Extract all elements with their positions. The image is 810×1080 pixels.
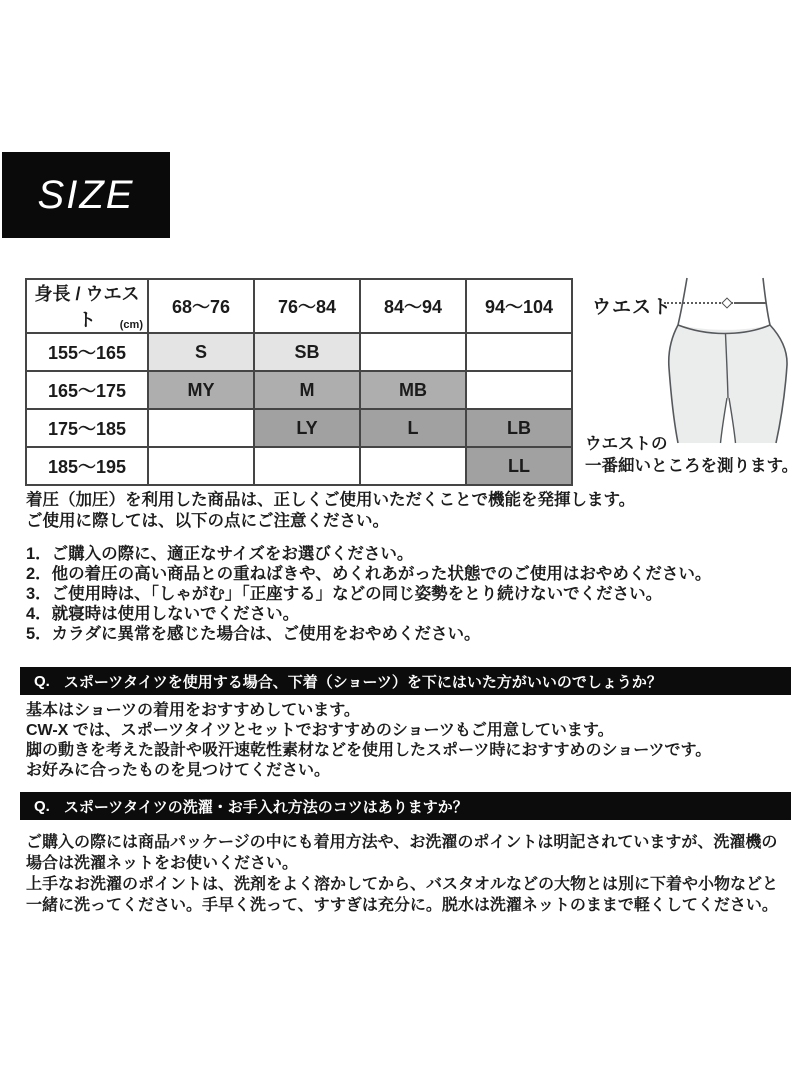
size-chart-row: [26, 409, 572, 447]
faq-q-label: Q.: [34, 797, 50, 815]
size-chart-row: [26, 333, 572, 371]
waist-measure-line: [734, 302, 766, 304]
faq-answer-line: ご購入の際には商品パッケージの中にも着用方法や、お洗濯のポイントは明記されていますが、洗濯機の: [26, 834, 778, 851]
faq-answer-line: 基本はショーツの着用をおすすめしています。: [26, 702, 360, 719]
waist-caption-line: 一番細いところを測ります。: [585, 457, 799, 475]
size-cell: [466, 333, 572, 371]
size-cell: SB: [254, 333, 360, 371]
corner-title: 身長 / ウエスト: [34, 284, 140, 330]
faq-answer: [26, 832, 778, 916]
waist-column-header: 68〜76: [148, 279, 254, 333]
waist-column-header: 84〜94: [360, 279, 466, 333]
height-range-cell: 175〜185: [26, 409, 148, 447]
faq-answer-line: 一緒に洗ってください。手早く洗って、すすぎは充分に。脱水は洗濯ネットのままで軽くしてください。: [26, 897, 778, 914]
size-cell: LY: [254, 409, 360, 447]
waist-caption: [585, 433, 798, 477]
faq-question-text: スポーツタイツを使用する場合、下着（ショーツ）を下にはいた方がいいのでしょうか？: [63, 673, 662, 691]
faq-answer-line: 上手なお洗濯のポイントは、洗剤をよく溶かしてから、バスタオルなどの大物とは別に下着や小物などと: [26, 876, 779, 893]
waist-caption-line: ウエストの: [585, 435, 668, 453]
faq-answer-line: 場合は洗濯ネットをお使いください。: [26, 855, 299, 872]
size-chart-table: [25, 278, 573, 486]
size-cell: LB: [466, 409, 572, 447]
size-chart-row: [26, 447, 572, 485]
size-cell: [360, 447, 466, 485]
size-chart-header-row: [26, 279, 572, 333]
faq-answer: [26, 701, 711, 781]
faq-answer-line: CW-X では、スポーツタイツとセットでおすすめのショーツもご用意しています。: [26, 722, 614, 739]
faq-answer-line: 脚の動きを考えた設計や吸汗速乾性素材などを使用したスポーツ時におすすめのショーツです。: [26, 742, 712, 759]
faq-question-text: スポーツタイツの洗濯・お手入れ方法のコツはありますか？: [63, 798, 468, 816]
size-cell: MB: [360, 371, 466, 409]
faq-question-bar: [20, 667, 791, 695]
usage-notes-list: [26, 544, 711, 644]
size-cell: [254, 447, 360, 485]
height-range-cell: 165〜175: [26, 371, 148, 409]
size-section-header: [2, 152, 170, 238]
size-cell: MY: [148, 371, 254, 409]
waist-column-header: 76〜84: [254, 279, 360, 333]
size-cell: S: [148, 333, 254, 371]
usage-note-item: 5．カラダに異常を感じた場合は、ご使用をおやめください。: [26, 625, 481, 643]
usage-note-item: 3．ご使用時は、「しゃがむ」「正座する」などの同じ姿勢をとり続けないでください。: [26, 585, 663, 603]
size-cell: [466, 371, 572, 409]
usage-notes-intro-line: ご使用に際しては、以下の点にご注意ください。: [26, 512, 389, 530]
usage-note-item: 4．就寝時は使用しないでください。: [26, 605, 300, 623]
size-cell: [148, 447, 254, 485]
size-cell: M: [254, 371, 360, 409]
size-chart-corner-cell: [26, 279, 148, 333]
size-chart-row: [26, 371, 572, 409]
height-range-cell: 155〜165: [26, 333, 148, 371]
size-cell: [360, 333, 466, 371]
waist-label: ウエスト: [592, 297, 673, 318]
size-cell: [148, 409, 254, 447]
height-range-cell: 185〜195: [26, 447, 148, 485]
size-cell: LL: [466, 447, 572, 485]
usage-note-item: 2．他の着圧の高い商品との重ねばきや、めくれあがった状態でのご使用はおやめください。: [26, 565, 712, 583]
usage-note-item: 1．ご購入の際に、適正なサイズをお選びください。: [26, 545, 414, 563]
usage-notes-intro: [26, 490, 635, 532]
faq-q-label: Q.: [34, 672, 50, 690]
faq-question-bar: [20, 792, 791, 820]
waist-column-header: 94〜104: [466, 279, 572, 333]
usage-notes-intro-line: 着圧（加圧）を利用した商品は、正しくご使用いただくことで機能を発揮します。: [26, 491, 636, 509]
size-cell: L: [360, 409, 466, 447]
corner-unit: (cm): [119, 319, 143, 331]
size-section-title: SIZE: [37, 172, 135, 217]
faq-answer-line: お好みに合ったものを見つけてください。: [26, 762, 331, 779]
